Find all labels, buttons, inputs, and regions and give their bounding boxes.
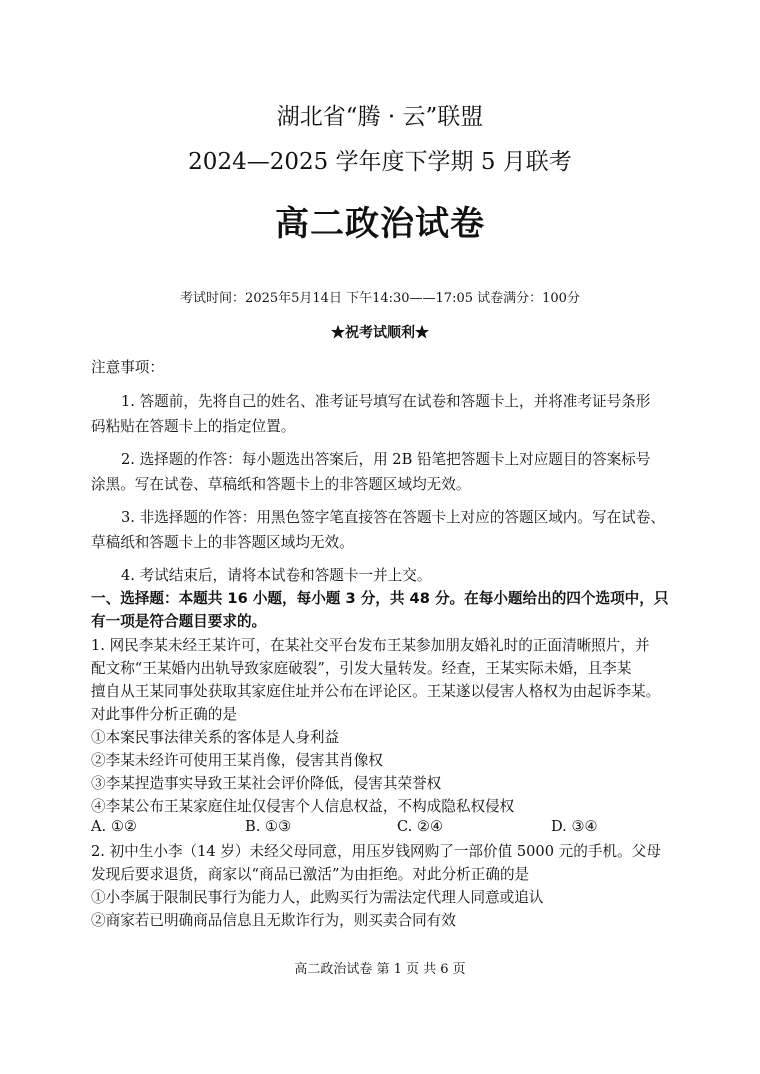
- notice-item3-line2: 草稿纸和答题卡上的非答题区域均无效。: [91, 534, 354, 551]
- notice-item1-line1: 1. 答题前，先将自己的姓名、准考证号填写在试卷和答题卡上，并将准考证号条形: [121, 393, 651, 410]
- q1-line1: 1. 网民李某未经王某许可，在某社交平台发布王某参加朋友婚礼时的正面清晰照片，并: [91, 637, 650, 654]
- exam-wish: ★祝考试顺利★: [331, 325, 429, 341]
- page-footer: 高二政治试卷 第 1 页 共 6 页: [294, 962, 466, 977]
- notice-item3-line1: 3. 非选择题的作答：用黑色签字笔直接答在答题卡上对应的答题区域内。写在试卷、: [121, 509, 665, 526]
- header-line2: 2024—2025 学年度下学期 5 月联考: [188, 149, 572, 175]
- section1-line1: 一、选择题：本题共 16 小题，每小题 3 分，共 48 分。在每小题给出的四个选项中，只: [91, 590, 669, 607]
- notice-item2-line1: 2. 选择题的作答：每小题选出答案后，用 2B 铅笔把答题卡上对应题目的答案标号: [121, 451, 651, 468]
- q2-line1: 2. 初中生小李（14 岁）未经父母同意，用压岁钱网购了一部价值 5000 元的手机。父母: [91, 843, 661, 860]
- q1-statement2: ②李某未经许可使用王某肖像，侵害其肖像权: [91, 752, 383, 769]
- exam-info: 考试时间：2025年5月14日 下午14:30——17:05 试卷满分：100分: [180, 291, 580, 306]
- notice-heading: 注意事项：: [91, 359, 164, 376]
- q1-line2: 配文称“王某婚内出轨导致家庭破裂”，引发大量转发。经查，王某实际未婚，且李某: [91, 660, 632, 677]
- q1-statement3: ③李某捏造事实导致王某社会评价降低，侵害其荣誉权: [91, 775, 442, 792]
- q1-option-d: D. ③④: [551, 818, 598, 835]
- notice-item4: 4. 考试结束后，请将本试卷和答题卡一并上交。: [121, 567, 432, 584]
- q1-line4: 对此事件分析正确的是: [91, 706, 237, 723]
- notice-item2-line2: 涂黑。写在试卷、草稿纸和答题卡上的非答题区域均无效。: [91, 476, 471, 493]
- section1-line2: 有一项是符合题目要求的。: [91, 613, 267, 630]
- q1-option-b: B. ①③: [245, 818, 292, 835]
- q1-option-c: C. ②④: [397, 818, 444, 835]
- q1-statement4: ④李某公布王某家庭住址仅侵害个人信息权益，不构成隐私权侵权: [91, 798, 515, 815]
- q1-statement1: ①本案民事法律关系的客体是人身利益: [91, 729, 340, 746]
- q1-option-a: A. ①②: [91, 818, 137, 835]
- q2-statement2: ②商家若已明确商品信息且无欺诈行为，则买卖合同有效: [91, 912, 456, 929]
- header-line1: 湖北省“腾 · 云”联盟: [276, 104, 484, 130]
- q2-statement1: ①小李属于限制民事行为能力人，此购买行为需法定代理人同意或追认: [91, 889, 544, 906]
- exam-title: 高二政治试卷: [275, 204, 485, 244]
- q1-line3: 擅自从王某同事处获取其家庭住址并公布在评论区。王某遂以侵害人格权为由起诉李某。: [91, 683, 661, 700]
- q2-line2: 发现后要求退货，商家以“商品已激活”为由拒绝。对此分析正确的是: [91, 866, 530, 883]
- notice-item1-line2: 码粘贴在答题卡上的指定位置。: [91, 418, 296, 435]
